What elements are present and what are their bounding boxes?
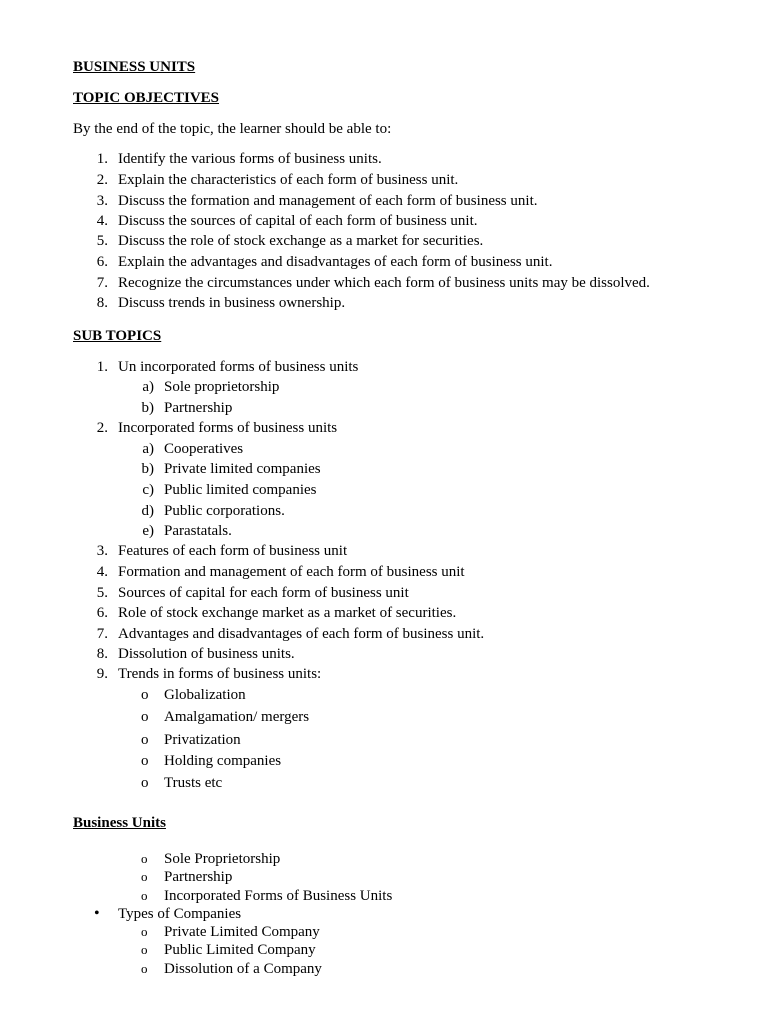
list-marker: 2. [96, 420, 108, 436]
list-marker: 4. [96, 213, 108, 229]
sub-list-item: Dissolution of a Company [164, 961, 322, 977]
sub-list-item: Public limited companies [164, 482, 317, 498]
sub-list-item: Incorporated Forms of Business Units [164, 888, 393, 904]
intro-text: By the end of the topic, the learner should be able to: [73, 121, 392, 137]
bullet-marker: o [141, 687, 149, 703]
bullet-marker: o [141, 961, 148, 976]
bullet-marker: o [141, 851, 148, 866]
list-item: Discuss the role of stock exchange as a market for securities. [118, 233, 484, 249]
sub-list-marker: c) [142, 482, 154, 498]
sub-list-item: Public corporations. [164, 503, 285, 519]
list-marker: 4. [96, 564, 108, 580]
list-marker: 5. [96, 585, 108, 601]
list-marker: 9. [96, 666, 108, 682]
list-marker: 8. [96, 646, 108, 662]
sub-list-item: Privatization [164, 732, 241, 748]
list-marker: 1. [96, 151, 108, 167]
list-marker: 2. [96, 172, 108, 188]
list-marker: 3. [96, 543, 108, 559]
sub-list-marker: a) [142, 441, 154, 457]
list-marker: 1. [96, 359, 108, 375]
bullet-marker: o [141, 775, 149, 791]
sub-list-item: Private Limited Company [164, 924, 320, 940]
sub-list-marker: b) [141, 400, 154, 416]
sub-list-item: Sole Proprietorship [164, 851, 281, 867]
sub-list-item: Globalization [164, 687, 246, 703]
list-item: Trends in forms of business units: [118, 666, 322, 682]
list-item: Discuss the sources of capital of each form of business unit. [118, 213, 478, 229]
list-item: Dissolution of business units. [118, 646, 295, 662]
list-item: Explain the advantages and disadvantages of each form of business unit. [118, 254, 553, 270]
list-item: Explain the characteristics of each form of business unit. [118, 172, 459, 188]
list-item: Types of Companies [118, 906, 242, 922]
sub-list-item: Amalgamation/ mergers [164, 709, 310, 725]
sub-list-item: Parastatals. [164, 523, 232, 539]
business-units-heading: Business Units [73, 815, 166, 831]
list-item: Advantages and disadvantages of each form of business unit. [118, 626, 485, 642]
sub-topics-heading: SUB TOPICS [73, 328, 162, 344]
list-item: Role of stock exchange market as a market of securities. [118, 605, 457, 621]
bullet-marker: o [141, 888, 148, 903]
sub-list-item: Partnership [164, 869, 233, 885]
bullet-marker: o [141, 732, 149, 748]
list-marker: 3. [96, 193, 108, 209]
sub-list-item: Public Limited Company [164, 942, 316, 958]
sub-list-marker: b) [141, 461, 154, 477]
bullet-marker: o [141, 942, 148, 957]
list-marker: 6. [96, 254, 108, 270]
sub-list-item: Holding companies [164, 753, 282, 769]
list-item: Identify the various forms of business units. [118, 151, 382, 167]
bullet-marker: o [141, 869, 148, 884]
bullet-marker: o [141, 709, 149, 725]
list-marker: 6. [96, 605, 108, 621]
sub-list-marker: d) [141, 503, 154, 519]
bullet-marker: o [141, 753, 149, 769]
list-marker: 7. [96, 626, 108, 642]
list-item: Discuss the formation and management of each form of business unit. [118, 193, 538, 209]
topic-objectives-heading: TOPIC OBJECTIVES [73, 90, 220, 106]
list-item: Discuss trends in business ownership. [118, 295, 346, 311]
list-item: Formation and management of each form of business unit [118, 564, 465, 580]
sub-list-item: Sole proprietorship [164, 379, 280, 395]
list-item: Recognize the circumstances under which each form of business units may be dissolved. [118, 275, 650, 291]
sub-list-item: Trusts etc [164, 775, 223, 791]
list-item: Incorporated forms of business units [118, 420, 338, 436]
bullet-marker: o [141, 924, 148, 939]
list-item: Features of each form of business unit [118, 543, 348, 559]
sub-list-marker: e) [142, 523, 154, 539]
bullet-marker: • [94, 905, 100, 922]
sub-list-item: Private limited companies [164, 461, 321, 477]
sub-list-item: Cooperatives [164, 441, 244, 457]
list-item: Sources of capital for each form of business unit [118, 585, 409, 601]
list-marker: 8. [96, 295, 108, 311]
list-marker: 7. [96, 275, 108, 291]
sub-list-marker: a) [142, 379, 154, 395]
document-title: BUSINESS UNITS [73, 59, 196, 75]
sub-list-item: Partnership [164, 400, 233, 416]
list-item: Un incorporated forms of business units [118, 359, 359, 375]
list-marker: 5. [96, 233, 108, 249]
